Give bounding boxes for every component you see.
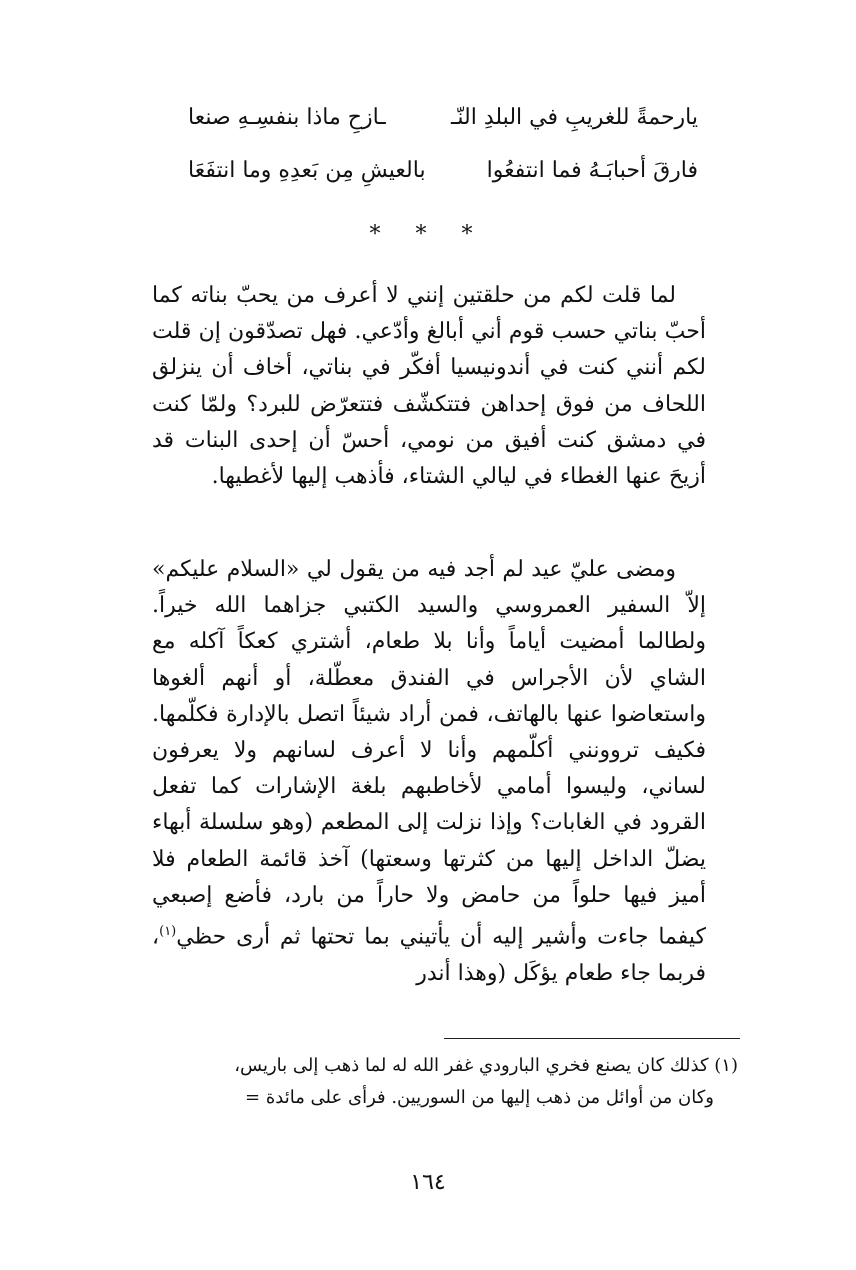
footnote-divider [444, 1038, 740, 1039]
footnote-line-2: وكان من أوائل من ذهب إليها من السوريين. فرأى على مائدة = [245, 1087, 714, 1108]
footnote-line-1: (١) كذلك كان يصنع فخري البارودي غفر الله له لما ذهب إلى باريس، [234, 1055, 738, 1076]
paragraph-2 [152, 552, 706, 992]
paragraph-2-tail: ، فربما جاء طعام يؤكَل (وهذا أندر [152, 924, 706, 986]
poem-verse [150, 151, 706, 191]
verse-first-hemistich: يارحمةً للغريبِ في البلدِ النّـ [450, 105, 698, 130]
verse-second-hemistich: بالعيشِ مِن بَعدِهِ وما انتفَعَا [188, 158, 426, 183]
footnote-reference: (١) [159, 924, 177, 940]
paragraph-2-text: ومضى عليّ عيد لم أجد فيه من يقول لي «السلام عليكم» إلاّ السفير العمروسي والسيد الكتبي جزاهما الله خيراً. ولطالما أمضيت أياماً وأنا بلا طعام، أشتري كعكاً آكله مع الشاي لأن الأجراس في الفندق معطّلة، أو أنهم ألغوها واستعاضوا عنها بالهاتف، فمن أراد شيئاً اتصل بالإدارة فكلّمها. فكيف تروونني أكلّمهم وأنا لا أعرف لسانهم ولا يعرفون لساني، وليسوا أمامي لأخاطبهم بلغة الإشارات كما تفعل القرود في الغابات؟ وإذا نزلت إلى المطعم (وهو سلسلة أبهاء يضلّ الداخل إليها من كثرتها وسعتها) آخذ قائمة الطعام فلا أميز فيها حلواً من حامض ولا حاراً من بارد، فأضع إصبعي كيفما جاءت وأشير إليه أن يأتيني بما تحتها ثم أرى حظي [152, 557, 706, 950]
poem-verse [150, 98, 706, 138]
verse-first-hemistich: فارقَ أحبابَـهُ فما انتفعُوا [486, 158, 698, 183]
page-number: ١٦٤ [410, 1170, 446, 1195]
paragraph-1: لما قلت لكم من حلقتين إنني لا أعرف من يحبّ بناته كما أحبّ بناتي حسب قوم أني أبالغ وأدّعي. فهل تصدّقون إن قلت لكم أنني كنت في أندونيسيا أفكّر في بناتي، أخاف أن ينزلق اللحاف من فوق إحداهن فتتكشّف فتتعرّض للبرد؟ ولمّا كنت في دمشق كنت أفيق من نومي، أحسّ أن إحدى البنات قد أزيحَ عنها الغطاء في ليالي الشتاء، فأذهب إليها لأغطيها. [152, 283, 706, 490]
verse-second-hemistich: ـازحِ ماذا بنفسِـهِ صنعا [188, 105, 386, 130]
section-separator: * * * [369, 222, 487, 247]
